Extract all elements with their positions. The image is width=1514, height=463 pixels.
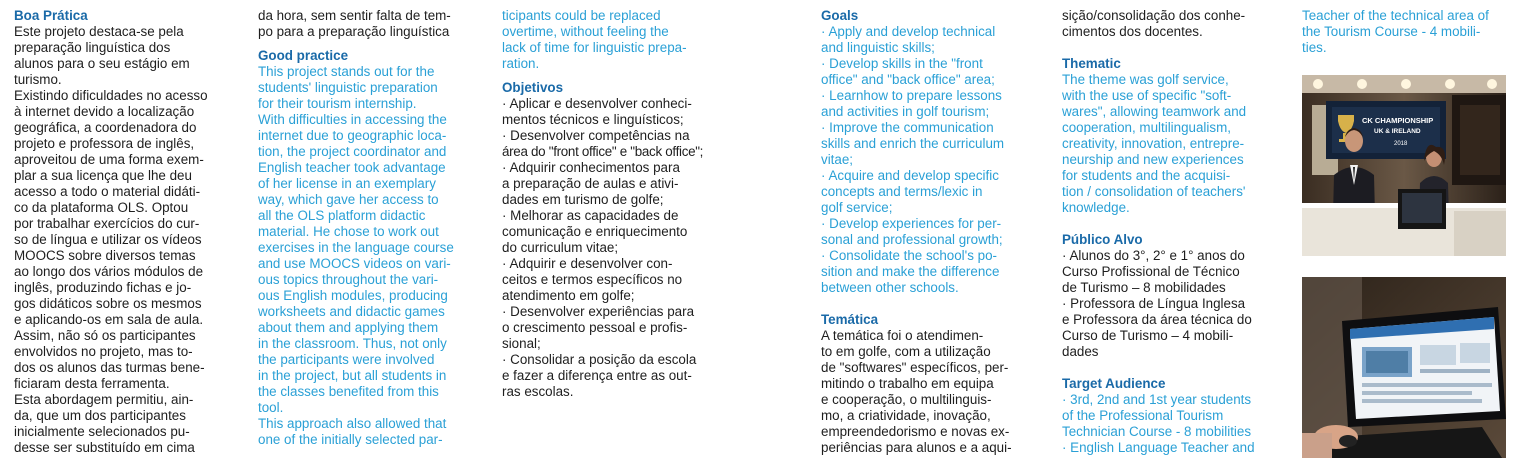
text-line: and activities in golf tourism; [821, 104, 990, 119]
text-line: por trabalhar exercícios do cur- [14, 216, 200, 231]
text-line: tool. [258, 400, 284, 415]
sign-text-3: 2018 [1394, 141, 1408, 147]
text-line: cooperation, multilingualism, [1062, 120, 1231, 135]
text-line: alunos para o seu estágio em [14, 56, 190, 71]
text-line: the Tourism Course - 4 mobili- [1302, 24, 1481, 39]
heading-tematica: Temática [821, 312, 879, 327]
text-line: overtime, without feeling the [502, 24, 669, 39]
sign-text-1: CK CHAMPIONSHIP [1362, 116, 1434, 125]
text-line: This project stands out for the [258, 64, 435, 79]
text-line: sional; [502, 336, 541, 351]
text-line: Assim, não só os participantes [14, 328, 196, 343]
photo-golf-reception [1302, 75, 1506, 256]
text-line: do curriculum vitae; [502, 240, 619, 255]
text-line: desse ser substituído em cima [14, 440, 195, 455]
text-line: empreendedorismo e novas ex- [821, 424, 1010, 439]
text-line: envolvidos no projeto, mas to- [14, 344, 193, 359]
text-line: · Professora de Língua Inglesa [1062, 296, 1246, 311]
heading-goals: Goals [821, 8, 859, 23]
text-line: and use MOOCS videos on vari- [258, 256, 451, 271]
text-line: material. He chose to work out [258, 224, 439, 239]
heading-good-practice: Good practice [258, 48, 349, 63]
heading-publico-alvo: Público Alvo [1062, 232, 1143, 247]
text-line: This approach also allowed that [258, 416, 447, 431]
text-line: · Aplicar e desenvolver conheci- [502, 96, 692, 111]
text-line: e fazer a diferença entre as out- [502, 368, 692, 383]
text-line: · Consolidate the school's po- [821, 248, 997, 263]
text-line: lack of time for linguistic prepa- [502, 40, 687, 55]
text-line: concepts and terms/lexic in [821, 184, 983, 199]
text-line: dades em turismo de golfe; [502, 192, 664, 207]
text-line: à internet devido a localização [14, 104, 195, 119]
text-line: · 3rd, 2nd and 1st year students [1062, 392, 1252, 407]
text-line: so de língua e utilizar os vídeos [14, 232, 202, 247]
text-line: · Apply and develop technical [821, 24, 996, 39]
text-line: periências para alunos e a aqui- [821, 440, 1012, 455]
column-3 [502, 8, 709, 400]
text-line: office" and "back office" area; [821, 72, 995, 87]
text-line: ties. [1302, 40, 1327, 55]
text-line: acesso a todo o material didáti- [14, 184, 201, 199]
text-line: all the OLS platform didactic [258, 208, 426, 223]
text-line: with the use of specific "soft- [1062, 88, 1232, 103]
text-line: atendimento em golfe; [502, 288, 635, 303]
text-line: · Desenvolver experiências para [502, 304, 695, 319]
text-line: turismo. [14, 72, 62, 87]
text-line: Existindo dificuldades no acesso [14, 88, 208, 103]
text-line: a preparação de aulas e ativi- [502, 176, 679, 191]
col4-text [821, 24, 1025, 296]
text-line: worksheets and didactic games [258, 304, 445, 319]
text-line: of the Professional Tourism [1062, 408, 1224, 423]
text-line: Este projeto destaca-se pela [14, 24, 184, 39]
text-line: sition and make the difference [821, 264, 1000, 279]
text-line: · Acquire and develop specific [821, 168, 999, 183]
text-line: · Improve the communication [821, 120, 994, 135]
column-6 [1302, 8, 1508, 56]
text-line: projeto e professora de inglês, [14, 136, 195, 151]
text-line: tion / consolidation of teachers' [1062, 184, 1246, 199]
text-line: co da plataforma OLS. Optou [14, 200, 189, 215]
column-1 [14, 8, 222, 456]
text-line: preparação linguística dos [14, 40, 171, 55]
text-line: ao longo dos vários módulos de [14, 264, 204, 279]
col3-text [502, 96, 709, 400]
text-line: creativity, innovation, entrepre- [1062, 136, 1245, 151]
text-line: vitae; [821, 152, 854, 167]
text-line: · Adquirir conhecimentos para [502, 160, 680, 175]
text-line: inglês, produzindo fichas e jo- [14, 280, 192, 295]
text-line: e Professora da área técnica do [1062, 312, 1252, 327]
text-line: way, which gave her access to [258, 192, 439, 207]
text-line: Teacher of the technical area of [1302, 8, 1489, 23]
text-line: neurship and new experiences [1062, 152, 1244, 167]
text-line: · Consolidar a posição da escola [502, 352, 697, 367]
col2-text [258, 64, 465, 448]
text-line: dades [1062, 344, 1099, 359]
text-line: ous English modules, producing [258, 288, 448, 303]
text-line: de "softwares" específicos, per- [821, 360, 1009, 375]
text-line: ticipants could be replaced [502, 8, 661, 23]
text-line: plar a sua licença que lhe deu [14, 168, 192, 183]
text-line: Curso de Turismo – 4 mobili- [1062, 328, 1234, 343]
text-line: tion, the project coordinator and [258, 144, 447, 159]
col3-continued-text [502, 8, 709, 72]
text-line: e aplicando-os em sala de aula. [14, 312, 204, 327]
text-line: for students and the acquisi- [1062, 168, 1231, 183]
text-line: A temática foi o atendimen- [821, 328, 984, 343]
text-line: Technician Course - 8 mobilities [1062, 424, 1252, 439]
text-line: sição/consolidação dos conhe- [1062, 8, 1246, 23]
heading-target-audience: Target Audience [1062, 376, 1166, 391]
text-line: · Alunos do 3°, 2° e 1° anos do [1062, 248, 1245, 263]
text-line: about them and applying them [258, 320, 439, 335]
text-line: ration. [502, 56, 540, 71]
photo-computer-screen [1302, 277, 1506, 458]
text-line: skills and enrich the curriculum [821, 136, 1005, 151]
text-line: for their tourism internship. [258, 96, 417, 111]
text-line: ficiaram desta ferramenta. [14, 376, 170, 391]
heading-objetivos: Objetivos [502, 80, 564, 95]
text-line: de Turismo – 8 mobilidades [1062, 280, 1226, 295]
text-line: · Adquirir e desenvolver con- [502, 256, 673, 271]
text-line: · Develop skills in the "front [821, 56, 983, 71]
text-line: wares", allowing teamwork and [1062, 104, 1247, 119]
text-line: ceitos e termos específicos no [502, 272, 683, 287]
text-line: knowledge. [1062, 200, 1130, 215]
text-line: in the classroom. Thus, not only [258, 336, 447, 351]
col5-text-3 [1062, 392, 1265, 456]
text-line: mentos técnicos e linguísticos; [502, 112, 684, 127]
text-line: · Desenvolver competências na [502, 128, 690, 143]
text-line: comunicação e enriquecimento [502, 224, 688, 239]
heading-boa-pratica: Boa Prática [14, 8, 88, 23]
text-line: mitindo o trabalho em equipa [821, 376, 994, 391]
text-line: students' linguistic preparation [258, 80, 438, 95]
text-line: · Develop experiences for per- [821, 216, 1002, 231]
text-line: sonal and professional growth; [821, 232, 1003, 247]
text-line: cimentos dos docentes. [1062, 24, 1203, 39]
text-line: · English Language Teacher and [1062, 440, 1255, 455]
column-4 [821, 8, 1025, 456]
col5-continued-text [1062, 8, 1265, 40]
text-line: exercises in the language course [258, 240, 454, 255]
text-line: área do "front office" e "back office"; [502, 144, 704, 159]
col5-text-2 [1062, 248, 1265, 360]
photo-computer-screen-image [1302, 277, 1506, 458]
text-line: aproveitou de uma forma exem- [14, 152, 204, 167]
text-line: MOOCS sobre diversos temas [14, 248, 196, 263]
text-line: o crescimento pessoal e profis- [502, 320, 688, 335]
text-line: ous topics throughout the vari- [258, 272, 439, 287]
text-line: Esta abordagem permitiu, ain- [14, 392, 194, 407]
text-line: of her license in an exemplary [258, 176, 436, 191]
text-line: golf service; [821, 200, 893, 215]
text-line: the classes benefited from this [258, 384, 439, 399]
text-line: With difficulties in accessing the [258, 112, 447, 127]
text-line: between other schools. [821, 280, 959, 295]
text-line: the participants were involved [258, 352, 435, 367]
text-line: e cooperação, o multilinguis- [821, 392, 992, 407]
text-line: po para a preparação linguística [258, 24, 450, 39]
text-line: mo, a criatividade, inovação, [821, 408, 991, 423]
col4-text-2 [821, 328, 1025, 456]
text-line: Curso Profissional de Técnico [1062, 264, 1240, 279]
col2-continued-text [258, 8, 465, 40]
photo-golf-reception-image [1302, 75, 1506, 256]
text-line: one of the initially selected par- [258, 432, 443, 447]
heading-thematic: Thematic [1062, 56, 1121, 71]
text-line: · Melhorar as capacidades de [502, 208, 679, 223]
col5-text [1062, 72, 1265, 216]
text-line: da, que um dos participantes [14, 408, 186, 423]
text-line: · Learnhow to prepare lessons [821, 88, 1002, 103]
text-line: inicialmente selecionados pu- [14, 424, 190, 439]
text-line: gos didáticos sobre os mesmos [14, 296, 202, 311]
col1-text [14, 24, 222, 456]
text-line: and linguistic skills; [821, 40, 935, 55]
text-line: dos os alunos das turmas bene- [14, 360, 205, 375]
sign-text-2: UK & IRELAND [1374, 128, 1421, 135]
text-line: to em golfe, com a utilização [821, 344, 991, 359]
text-line: internet due to geographic loca- [258, 128, 447, 143]
text-line: da hora, sem sentir falta de tem- [258, 8, 451, 23]
column-5 [1062, 8, 1265, 456]
text-line: ras escolas. [502, 384, 574, 399]
text-line: in the project, but all students in [258, 368, 447, 383]
text-line: The theme was golf service, [1062, 72, 1229, 87]
text-line: geográfica, a coordenadora do [14, 120, 197, 135]
text-line: English teacher took advantage [258, 160, 446, 175]
column-2 [258, 8, 465, 448]
